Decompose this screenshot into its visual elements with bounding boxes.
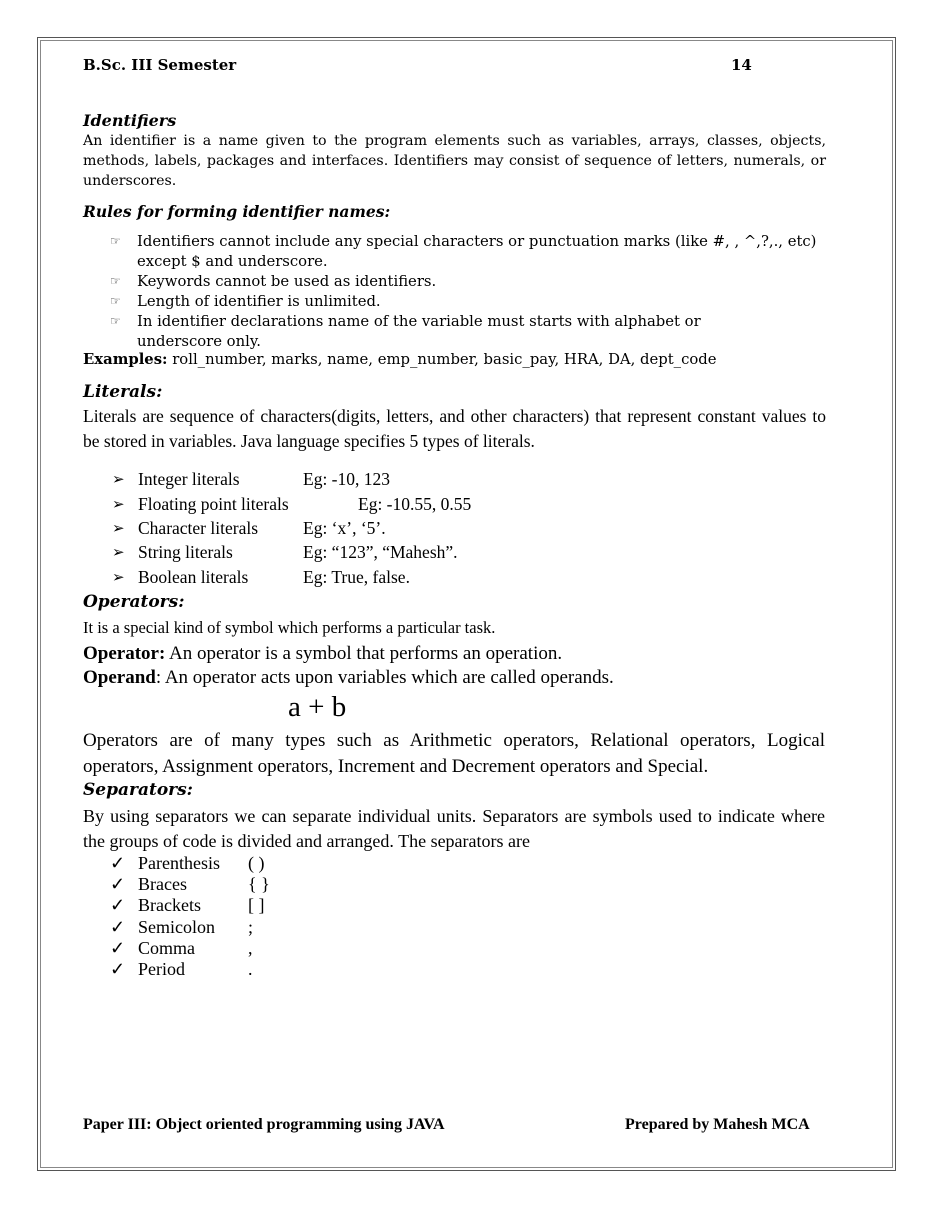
separator-symbol: ( ) bbox=[248, 853, 265, 873]
identifiers-paragraph: An identifier is a name given to the program elements such as variables, arrays, classes, objects, methods, labels, packages and interfaces. Identifiers may consist of sequence of letters, numerals, or underscores. bbox=[83, 133, 826, 189]
rule-item: Length of identifier is unlimited. bbox=[137, 293, 381, 310]
operator-label: Operator: bbox=[83, 643, 166, 664]
pointing-hand-icon: ☞ bbox=[110, 234, 121, 248]
checkmark-icon: ✓ bbox=[110, 895, 126, 915]
separator-symbol: ; bbox=[248, 917, 254, 937]
literal-name: Floating point literals bbox=[138, 494, 289, 514]
footer-paper: Paper III: Object oriented programming using JAVA bbox=[83, 1116, 445, 1133]
header-page-number: 14 bbox=[731, 56, 752, 74]
operators-intro: It is a special kind of symbol which performs a particular task. bbox=[83, 618, 496, 637]
examples-line bbox=[83, 351, 717, 368]
rule-item: In identifier declarations name of the variable must starts with alphabet or underscore only. bbox=[137, 313, 701, 350]
rules-heading: Rules for forming identifier names: bbox=[83, 202, 391, 221]
operand-label: Operand bbox=[83, 667, 156, 688]
operator-expression: a + b bbox=[288, 691, 347, 723]
footer-author: Prepared by Mahesh MCA bbox=[625, 1116, 810, 1133]
arrowhead-icon: ➢ bbox=[112, 472, 125, 488]
literals-paragraph: Literals are sequence of characters(digits, letters, and other characters) that represent constant values to be stored in variables. Java language specifies 5 types of literals. bbox=[83, 406, 826, 451]
literal-name: String literals bbox=[138, 542, 233, 562]
separator-name: Parenthesis bbox=[138, 853, 220, 873]
separator-symbol: [ ] bbox=[248, 895, 265, 915]
pointing-hand-icon: ☞ bbox=[110, 314, 121, 328]
checkmark-icon: ✓ bbox=[110, 959, 126, 979]
literal-example: Eg: -10.55, 0.55 bbox=[358, 494, 472, 514]
separator-name: Brackets bbox=[138, 895, 201, 915]
separator-name: Braces bbox=[138, 874, 187, 894]
literal-example: Eg: -10, 123 bbox=[303, 469, 391, 489]
literal-example: Eg: True, false. bbox=[303, 567, 410, 587]
literal-example: Eg: ‘x’, ‘5’. bbox=[303, 518, 386, 538]
separator-name: Period bbox=[138, 959, 185, 979]
examples-text: roll_number, marks, name, emp_number, basic_pay, HRA, DA, dept_code bbox=[167, 351, 717, 368]
rule-item: Identifiers cannot include any special characters or punctuation marks (like #, , ^,?,., etc) except $ and underscore. bbox=[137, 233, 817, 270]
operand-text: : An operator acts upon variables which are called operands. bbox=[155, 667, 614, 688]
literal-name: Boolean literals bbox=[138, 567, 249, 587]
literal-name: Integer literals bbox=[138, 469, 240, 489]
checkmark-icon: ✓ bbox=[110, 874, 126, 894]
separators-heading: Separators: bbox=[83, 780, 193, 800]
operators-heading: Operators: bbox=[83, 592, 185, 612]
separator-symbol: { } bbox=[248, 874, 270, 894]
identifiers-heading: Identifiers bbox=[83, 111, 177, 130]
literal-name: Character literals bbox=[138, 518, 259, 538]
rule-item: Keywords cannot be used as identifiers. bbox=[137, 273, 437, 290]
examples-label: Examples: bbox=[83, 351, 168, 368]
arrowhead-icon: ➢ bbox=[112, 570, 125, 586]
checkmark-icon: ✓ bbox=[110, 917, 126, 937]
operand-definition bbox=[83, 667, 614, 689]
arrowhead-icon: ➢ bbox=[112, 521, 125, 537]
header-course: B.Sc. III Semester bbox=[83, 56, 237, 74]
literal-example: Eg: “123”, “Mahesh”. bbox=[303, 542, 458, 562]
checkmark-icon: ✓ bbox=[110, 938, 126, 958]
separator-symbol: . bbox=[248, 959, 253, 979]
operators-types-paragraph: Operators are of many types such as Arithmetic operators, Relational operators, Logical operators, Assignment operators, Increment and Decrement operators and Special. bbox=[83, 730, 825, 777]
operator-text: An operator is a symbol that performs an operation. bbox=[165, 643, 563, 664]
arrowhead-icon: ➢ bbox=[112, 545, 125, 561]
separator-name: Semicolon bbox=[138, 917, 215, 937]
operator-definition bbox=[83, 643, 562, 665]
literals-heading: Literals: bbox=[83, 382, 163, 402]
separators-paragraph: By using separators we can separate individual units. Separators are symbols used to indicate where the groups of code is divided and arranged. The separators are bbox=[83, 806, 825, 851]
checkmark-icon: ✓ bbox=[110, 853, 126, 873]
separator-name: Comma bbox=[138, 938, 195, 958]
pointing-hand-icon: ☞ bbox=[110, 294, 121, 308]
pointing-hand-icon: ☞ bbox=[110, 274, 121, 288]
arrowhead-icon: ➢ bbox=[112, 497, 125, 513]
separator-symbol: , bbox=[248, 938, 253, 958]
